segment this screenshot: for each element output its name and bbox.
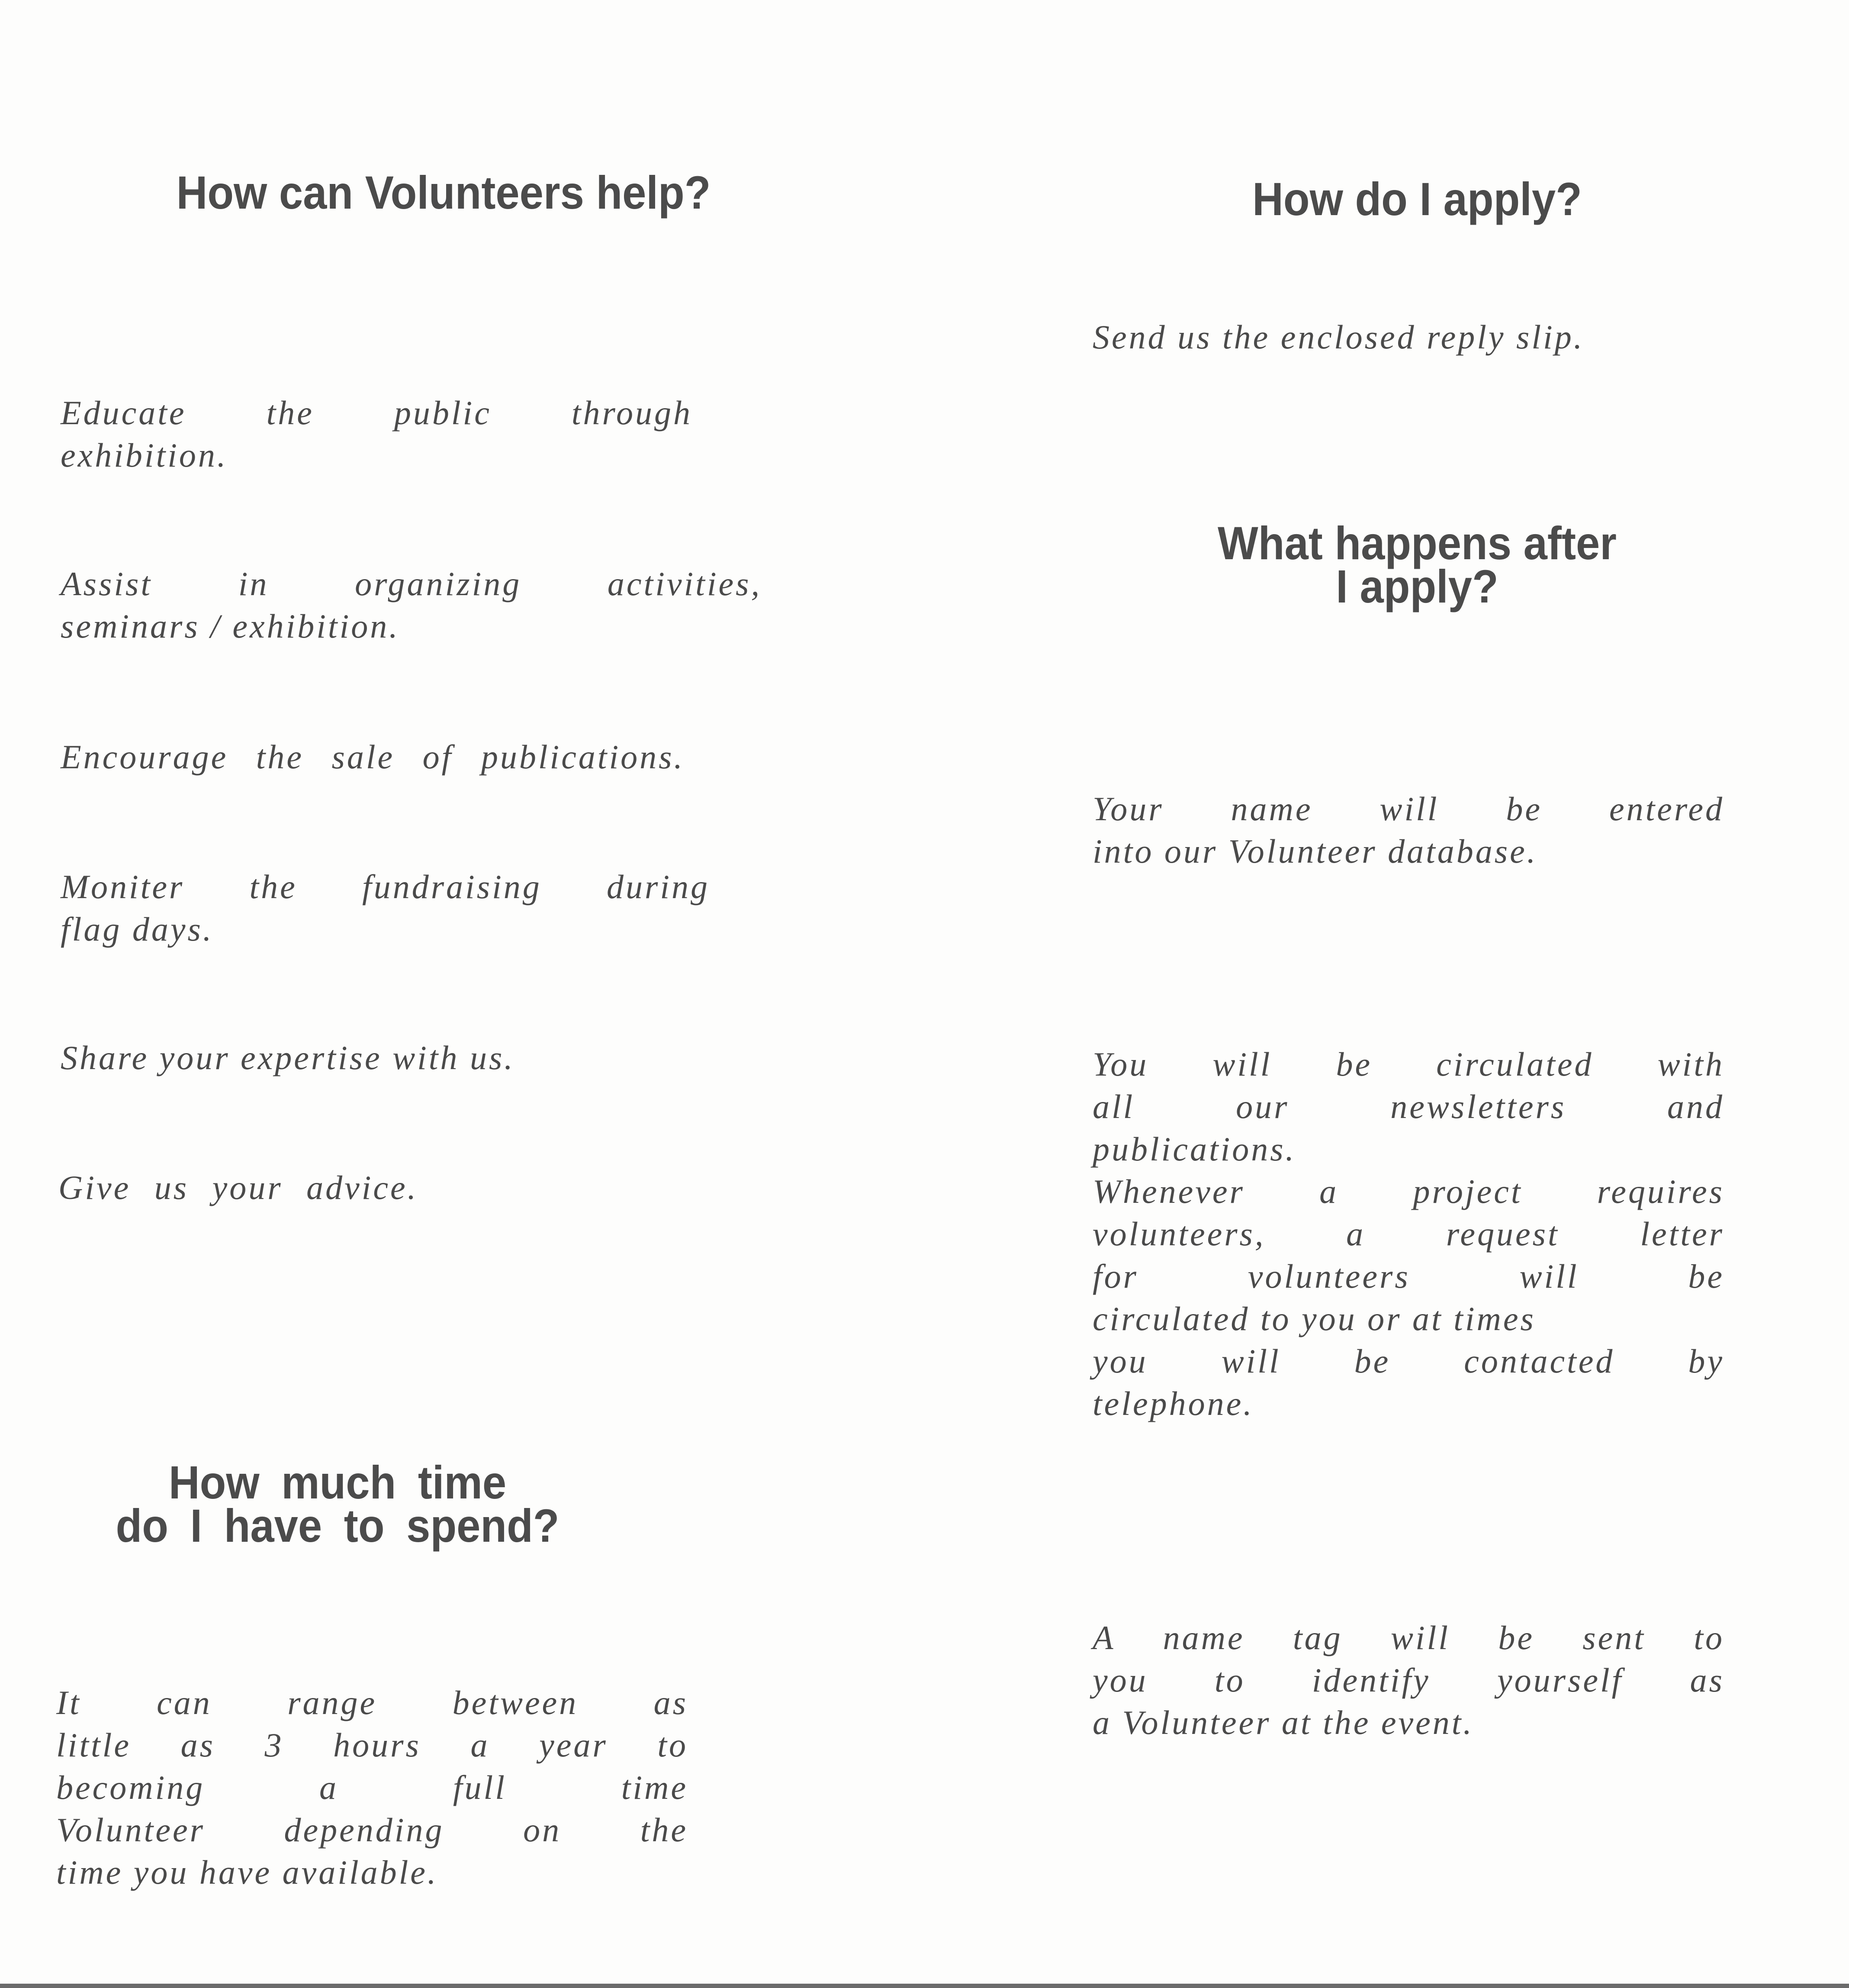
help-item-advice: [58, 1166, 751, 1209]
text-line: Send us the enclosed reply slip.: [1093, 318, 1585, 356]
text-line: becoming a full time: [56, 1769, 688, 1806]
text-line: a Volunteer at the event.: [1093, 1704, 1474, 1741]
text-line: Educate the public through: [61, 394, 692, 432]
help-item-educate: [61, 392, 692, 477]
help-item-moniter: [61, 866, 710, 951]
text-line: circulated to you or at times: [1093, 1300, 1536, 1337]
after-item-circulated: [1093, 1043, 1724, 1425]
heading-how-much-time: How much time do I have to spend?: [116, 1456, 560, 1552]
after-item-database: [1093, 788, 1724, 873]
text-line: Give us your advice.: [58, 1169, 418, 1206]
apply-text: [1093, 316, 1742, 358]
heading-what-happens-after: What happens after I apply?: [1218, 517, 1617, 612]
text-line: for volunteers will be: [1093, 1257, 1724, 1295]
text-line: publications.: [1093, 1130, 1296, 1168]
text-line: little as 3 hours a year to: [56, 1726, 688, 1764]
text-line: you will be contacted by: [1093, 1342, 1724, 1380]
text-line: Share your expertise with us.: [61, 1039, 515, 1076]
text-line: You will be circulated with: [1093, 1045, 1724, 1083]
text-line: flag days.: [61, 910, 214, 948]
help-item-share: [61, 1037, 753, 1079]
text-line: Moniter the fundraising during: [61, 868, 710, 905]
help-item-assist: [61, 563, 762, 648]
text-line: you to identify yourself as: [1093, 1661, 1724, 1699]
page-edge: [0, 1984, 1849, 1988]
text-line: seminars / exhibition.: [61, 607, 400, 645]
after-item-name-tag: [1093, 1617, 1724, 1744]
text-line: into our Volunteer database.: [1093, 832, 1538, 870]
text-line: all our newsletters and: [1093, 1088, 1724, 1125]
text-line: volunteers, a request letter: [1093, 1215, 1724, 1253]
heading-how-do-i-apply: How do I apply?: [1252, 173, 1582, 225]
heading-how-can-volunteers-help: How can Volunteers help?: [176, 166, 711, 219]
text-line: A name tag will be sent to: [1093, 1619, 1724, 1656]
text-line: It can range between as: [56, 1684, 688, 1721]
text-line: telephone.: [1093, 1385, 1254, 1422]
help-item-encourage: [61, 736, 839, 778]
text-line: Assist in organizing activities,: [61, 565, 762, 603]
text-line: Whenever a project requires: [1093, 1173, 1724, 1210]
time-paragraph: [56, 1682, 688, 1894]
text-line: Your name will be entered: [1093, 790, 1724, 828]
text-line: Volunteer depending on the: [56, 1811, 688, 1849]
text-line: exhibition.: [61, 436, 228, 474]
text-line: Encourage the sale of publications.: [61, 738, 685, 776]
text-line: time you have available.: [56, 1853, 438, 1891]
